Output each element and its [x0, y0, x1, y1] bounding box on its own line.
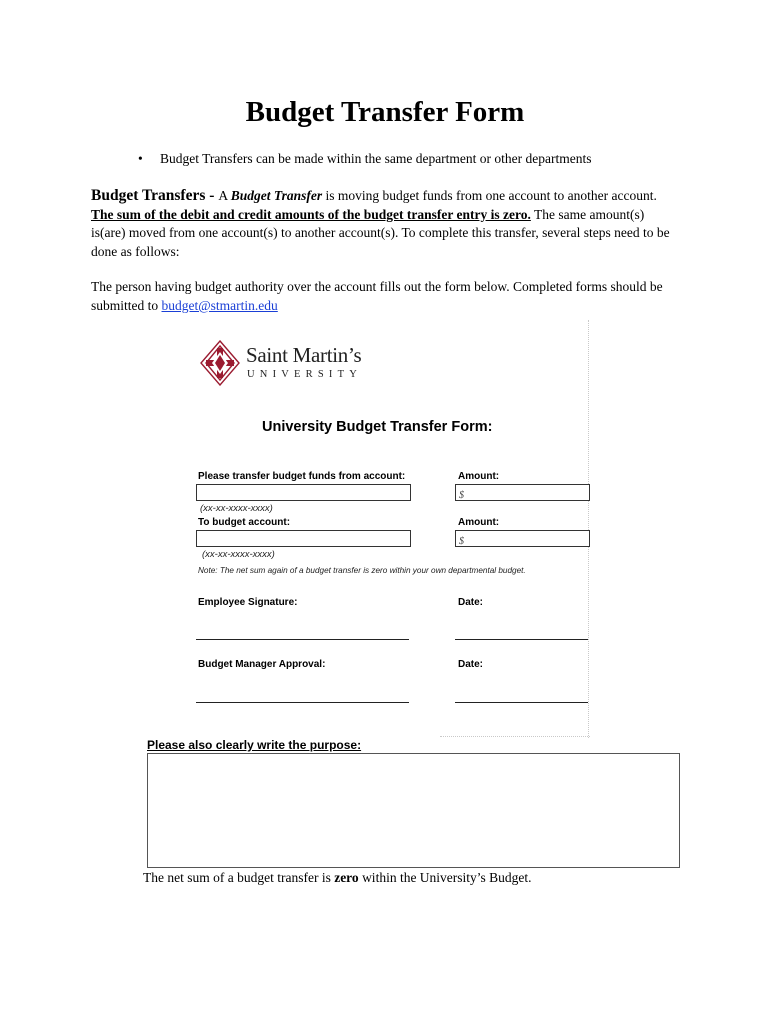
to-account-hint: (xx-xx-xxxx-xxxx)	[202, 549, 275, 560]
purpose-textarea[interactable]	[147, 753, 680, 868]
manager-approval-label: Budget Manager Approval:	[198, 659, 326, 670]
bullet-text: Budget Transfers can be made within the same department or other departments	[160, 151, 592, 166]
intro-paragraph	[91, 187, 681, 261]
para2-text: The person having budget authority over the account fills out the form below. Completed forms should be submitted to	[91, 279, 663, 313]
footer-text-b: within the University’s Budget.	[358, 870, 532, 885]
date-label-1: Date:	[458, 597, 484, 608]
from-account-field[interactable]	[196, 484, 411, 501]
to-account-label: To budget account:	[198, 517, 291, 528]
logo-name: Saint Martin’s	[246, 343, 362, 367]
to-account-field[interactable]	[196, 530, 411, 547]
form-image-edge	[588, 320, 589, 738]
footer-note	[143, 869, 532, 887]
employee-signature-line[interactable]	[196, 639, 409, 640]
from-account-hint: (xx-xx-xxxx-xxxx)	[200, 503, 273, 514]
from-account-label: Please transfer budget funds from account:	[198, 471, 406, 482]
form-note: Note: The net sum again of a budget transfer is zero within your own departmental budget.	[198, 566, 526, 575]
amount-label-1: Amount:	[458, 471, 500, 482]
amount-field-2[interactable]	[455, 530, 590, 547]
footer-bold: zero	[334, 870, 359, 885]
date-label-2: Date:	[458, 659, 484, 670]
para1-text-c: The same amount(s) is(are) moved from one account(s) to another account(s). To complete this transfer, several steps need to be done as follows:	[91, 206, 670, 259]
para1-emphasis: Budget Transfer	[230, 188, 323, 203]
footer-text-a: The net sum of a budget transfer is	[143, 870, 335, 885]
date-line-1[interactable]	[455, 639, 588, 640]
instructions-paragraph	[91, 278, 681, 315]
form-image-bottom-edge	[440, 736, 590, 737]
section-heading: Budget Transfers -	[91, 187, 219, 204]
amount-field-1[interactable]	[455, 484, 590, 501]
form-title: University Budget Transfer Form:	[262, 419, 493, 435]
manager-approval-line[interactable]	[196, 702, 409, 703]
para1-text-a: A	[218, 188, 231, 203]
employee-signature-label: Employee Signature:	[198, 597, 298, 608]
email-link[interactable]: budget@stmartin.edu	[161, 297, 278, 313]
document-title: Budget Transfer Form	[245, 96, 525, 128]
para1-bold-underline: The sum of the debit and credit amounts of the budget transfer entry is zero.	[91, 206, 531, 222]
amount-value-2: $	[459, 536, 464, 547]
bullet-marker: •	[138, 151, 143, 166]
bullet-item	[138, 150, 592, 168]
purpose-label: Please also clearly write the purpose:	[147, 738, 362, 752]
logo-university: UNIVERSITY	[247, 369, 362, 380]
logo-icon	[200, 340, 240, 386]
date-line-2[interactable]	[455, 702, 588, 703]
para1-text-b: is moving budget funds from one account to another account.	[322, 188, 657, 203]
amount-label-2: Amount:	[458, 517, 500, 528]
amount-value-1: $	[459, 490, 464, 501]
